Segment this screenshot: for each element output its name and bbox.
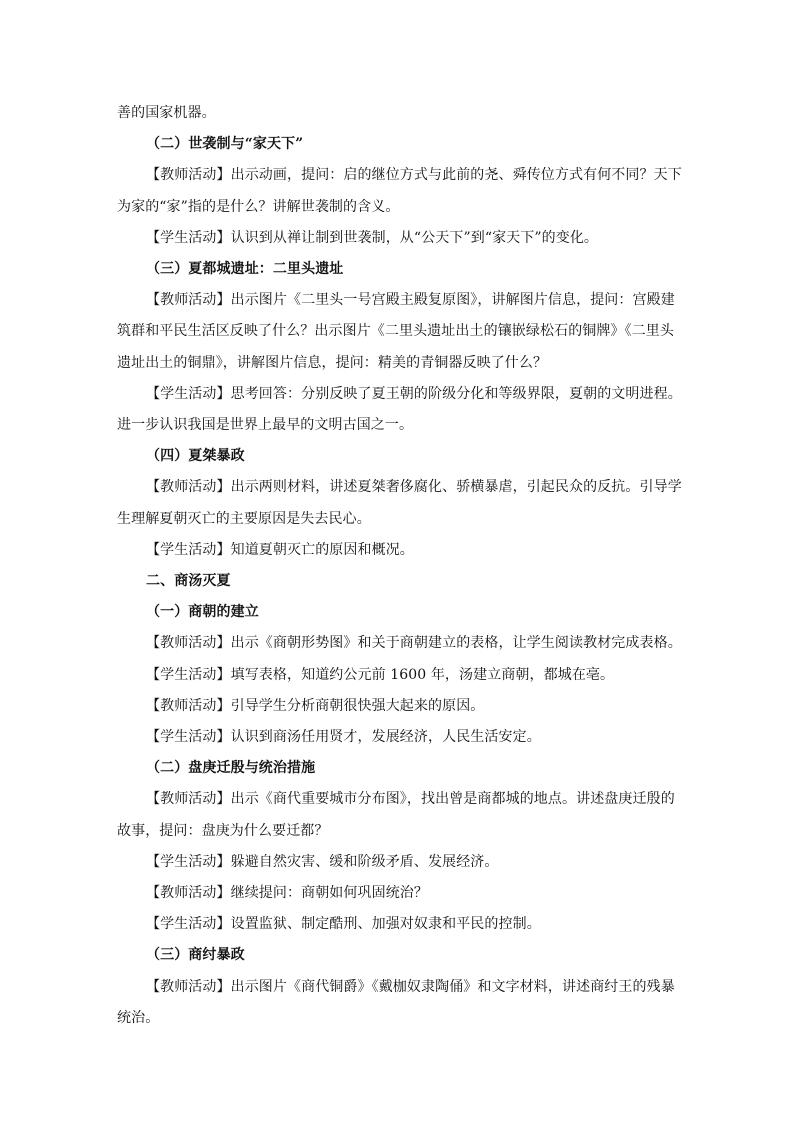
student-activity-line: 【学生活动】认识到商汤任用贤才，发展经济，人民生活安定。: [146, 729, 541, 746]
teacher-activity-line: 【教师活动】出示两则材料，讲述夏桀奢侈腐化、骄横暴虐，引起民众的反抗。引导学: [146, 479, 682, 496]
teacher-activity-line: 【教师活动】出示动画，提问：启的继位方式与此前的尧、舜传位方式有何不同？天下: [146, 167, 682, 184]
teacher-activity-line: 【教师活动】出示《商代重要城市分布图》，找出曾是商都城的地点。讲述盘庚迁殷的: [146, 791, 675, 808]
paragraph-continuation: 统治。: [117, 1009, 160, 1026]
teacher-activity-line: 【教师活动】出示《商朝形势图》和关于商朝建立的表格，让学生阅读教材完成表格。: [146, 635, 682, 652]
paragraph-continuation: 故事，提问：盘庚为什么要迁都？: [117, 822, 329, 839]
paragraph-continuation: 善的国家机器。: [117, 105, 216, 121]
student-activity-line: 【学生活动】认识到从禅让制到世袭制，从“公天下”到“家天下”的变化。: [146, 229, 599, 246]
paragraph-continuation: 生理解夏朝灭亡的主要原因是失去民心。: [117, 510, 371, 527]
student-activity-line: 【学生活动】思考回答：分别反映了夏王朝的阶级分化和等级界限，夏朝的文明进程。: [146, 385, 682, 402]
section-heading-hereditary-system: （二）世袭制与“家天下”: [146, 136, 304, 153]
section-heading-erlitou-site: （三）夏都城遗址：二里头遗址: [146, 261, 344, 278]
section-heading-pangeng: （二）盘庚迁殷与统治措施: [146, 760, 316, 777]
student-activity-line: 【学生活动】设置监狱、制定酷刑、加强对奴隶和平民的控制。: [146, 916, 541, 933]
teacher-activity-line: 【教师活动】继续提问：商朝如何巩固统治？: [146, 885, 428, 902]
student-activity-line: 【学生活动】躲避自然灾害、缓和阶级矛盾、发展经济。: [146, 853, 499, 870]
paragraph-continuation: 遗址出土的铜鼎》，讲解图片信息，提问：精美的青铜器反映了什么？: [117, 354, 548, 371]
paragraph-continuation: 为家的“家”指的是什么？讲解世袭制的含义。: [117, 198, 400, 215]
section-heading-shang-zhou: （三）商纣暴政: [146, 947, 245, 964]
teacher-activity-line: 【教师活动】出示图片《二里头一号宫殿主殿复原图》，讲解图片信息，提问：宫殿建: [146, 292, 675, 309]
paragraph-continuation: 筑群和平民生活区反映了什么？出示图片《二里头遗址出土的镶嵌绿松石的铜牌》《二里头: [117, 323, 674, 340]
chapter-heading-shang-tang: 二、商汤灭夏: [146, 573, 231, 590]
document-body: [117, 98, 689, 1034]
teacher-activity-line: 【教师活动】引导学生分析商朝很快强大起来的原因。: [146, 697, 485, 714]
section-heading-shang-founding: （一）商朝的建立: [146, 604, 259, 621]
student-activity-line: 【学生活动】知道夏朝灭亡的原因和概况。: [146, 541, 414, 558]
section-heading-xia-jie-tyranny: （四）夏桀暴政: [146, 448, 245, 465]
paragraph-continuation: 进一步认识我国是世界上最早的文明古国之一。: [117, 417, 414, 434]
student-activity-line: 【学生活动】填写表格，知道约公元前 1600 年，汤建立商朝，都城在亳。: [146, 666, 615, 683]
teacher-activity-line: 【教师活动】出示图片《商代铜爵》《戴枷奴隶陶俑》和文字材料，讲述商纣王的残暴: [146, 978, 675, 995]
